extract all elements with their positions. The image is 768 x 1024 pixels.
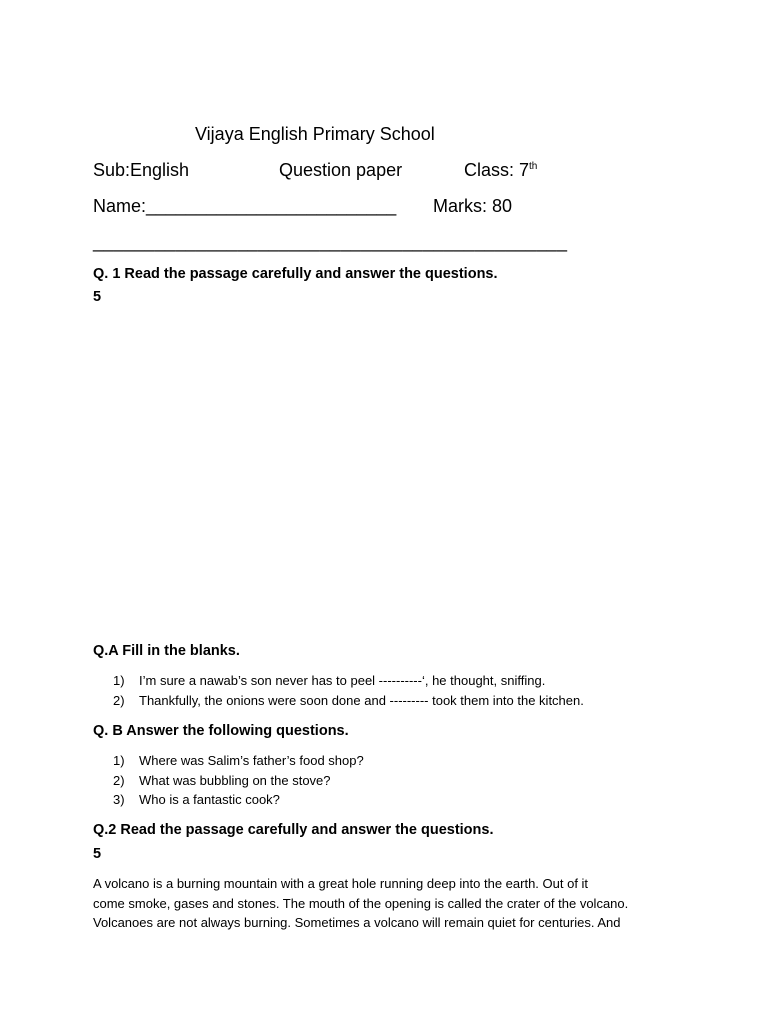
subject-label: Sub:English xyxy=(93,160,190,180)
list-item xyxy=(93,790,364,810)
passage-line: come smoke, gases and stones. The mouth of the opening is called the crater of the volcano. xyxy=(93,895,629,911)
passage-line: A volcano is a burning mountain with a great hole running deep into the earth. Out of it xyxy=(93,876,589,891)
passage-line: Volcanoes are not always burning. Sometimes a volcano will remain quiet for centuries. And xyxy=(93,915,621,930)
q2-title: Q.2 Read the passage carefully and answer the questions. xyxy=(93,822,494,838)
qb-list xyxy=(93,751,364,810)
list-item xyxy=(93,771,364,791)
q2-marks: 5 xyxy=(93,846,102,862)
q2-passage xyxy=(93,874,628,933)
list-item xyxy=(93,691,584,711)
item-number: 1) xyxy=(113,753,125,768)
school-name: Vijaya English Primary School xyxy=(195,124,435,144)
item-number: 3) xyxy=(113,792,125,807)
header-divider-line: ______________________________________________ xyxy=(93,232,568,252)
paper-label: Question paper xyxy=(279,160,403,180)
qa-title: Q.A Fill in the blanks. xyxy=(93,643,240,659)
item-text: Who is a fantastic cook? xyxy=(139,792,280,807)
marks-label: Marks: 80 xyxy=(433,196,513,216)
class-suffix: th xyxy=(529,161,538,172)
name-field-label: Name:_________________________ xyxy=(93,196,397,216)
item-number: 1) xyxy=(113,673,125,688)
item-text: Thankfully, the onions were soon done and --------- took them into the kitchen. xyxy=(139,692,584,708)
list-item xyxy=(93,671,584,691)
qa-list xyxy=(93,671,584,710)
q1-title: Q. 1 Read the passage carefully and answer the questions. xyxy=(93,266,498,282)
qb-title: Q. B Answer the following questions. xyxy=(93,723,349,739)
item-number: 2) xyxy=(113,772,125,788)
q1-marks: 5 xyxy=(93,289,102,305)
list-item xyxy=(93,751,364,771)
item-number: 2) xyxy=(113,692,125,708)
item-text: I’m sure a nawab’s son never has to peel ----------‘, he thought, sniffing. xyxy=(139,673,546,688)
item-text: What was bubbling on the stove? xyxy=(139,772,331,788)
item-text: Where was Salim’s father’s food shop? xyxy=(139,753,364,768)
class-label xyxy=(464,160,537,181)
class-value: Class: 7 xyxy=(464,160,530,180)
